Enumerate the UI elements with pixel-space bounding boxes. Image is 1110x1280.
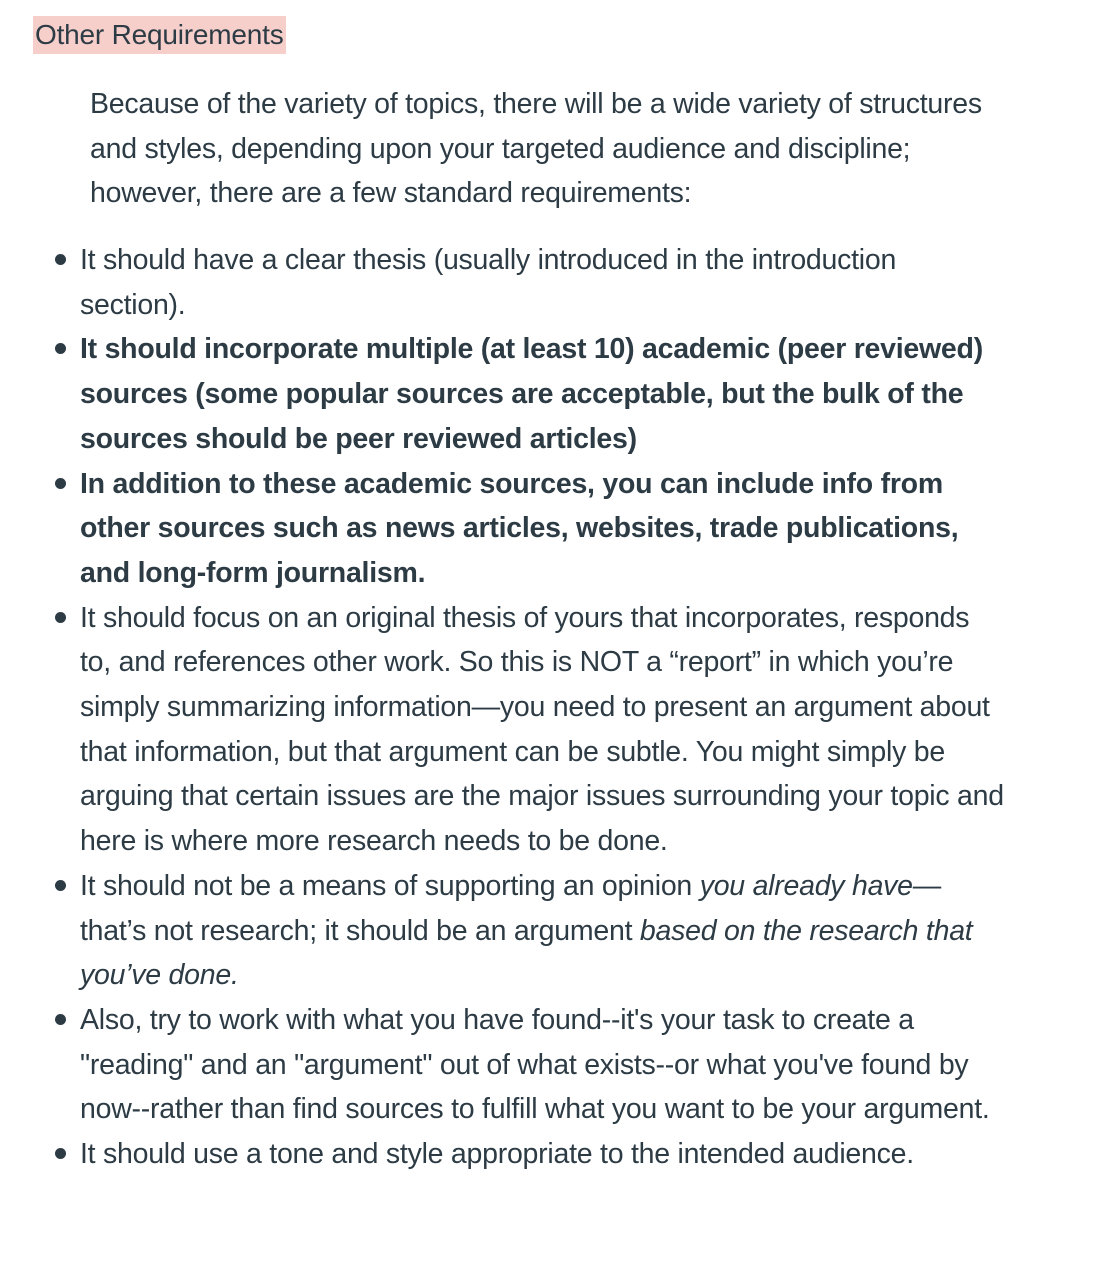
intro-paragraph: Because of the variety of topics, there will be a wide variety of structures and styles, depending upon your targeted audience and discipline; however, there are a few standard requirements: [90, 88, 982, 210]
bullet-icon [55, 612, 66, 623]
requirement-text: It should have a clear thesis (usually introduced in the introduction section). [80, 244, 897, 321]
list-item [0, 462, 1005, 596]
bullet-icon [55, 343, 66, 354]
requirements-list [0, 238, 1110, 1177]
requirement-text: It should incorporate multiple (at least 10) academic (peer reviewed) sources (some popular sources are acceptable, but the bulk of the sources should be peer reviewed articles) [80, 333, 983, 455]
bullet-icon [55, 478, 66, 489]
requirement-text: —that’s not research; it should be an argument [80, 869, 942, 947]
bullet-icon [55, 1014, 66, 1025]
requirement-text: It should use a tone and style appropriate to the intended audience. [80, 1138, 914, 1171]
requirement-text: Also, try to work with what you have found--it's your task to create a "reading" and an "argument" out of what exists--or what you've found by now--rather than find sources to fulfill what you want to be your argument. [80, 1003, 990, 1126]
list-item [0, 238, 1005, 327]
section-heading: Other Requirements [33, 16, 286, 54]
bullet-icon [55, 1148, 66, 1159]
list-item [0, 998, 1005, 1132]
list-item [0, 596, 1005, 864]
requirement-text: It should not be a means of supporting an opinion [80, 869, 700, 902]
requirement-text: It should focus on an original thesis of yours that incorporates, responds to, and references other work. So this is NOT a “report” in which you’re simply summarizing information—you need to present an argument about that information, but that argument can be subtle. You might simply be arguing that certain issues are the major issues surrounding your topic and here is where more research needs to be done. [80, 601, 1004, 858]
list-item [0, 1132, 1005, 1177]
requirement-emphasis: you already have [699, 869, 913, 902]
list-item [0, 327, 1005, 461]
requirement-text: In addition to these academic sources, you can include info from other sources such as news articles, websites, trade publications, and long-form journalism. [80, 467, 959, 589]
list-item [0, 864, 1005, 998]
requirement-emphasis: based on the research that you’ve done. [80, 914, 973, 992]
bullet-icon [55, 254, 66, 265]
bullet-icon [55, 880, 66, 891]
